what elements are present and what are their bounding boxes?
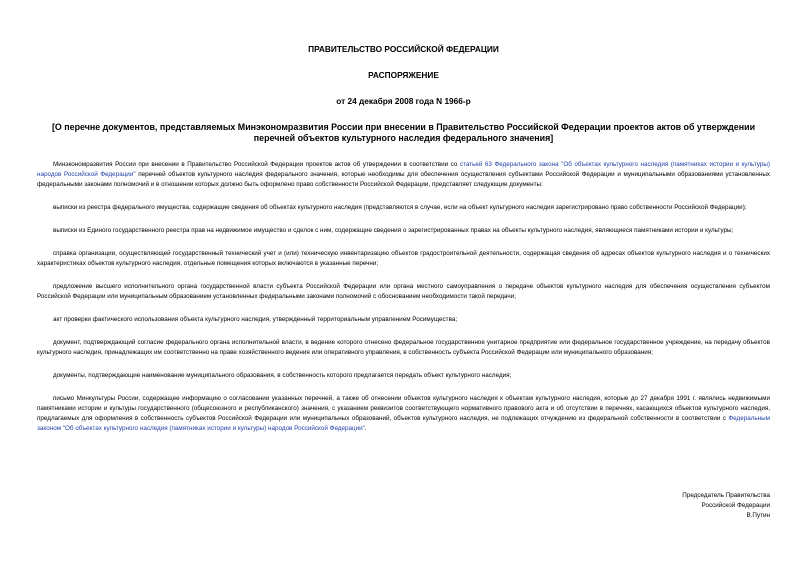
- document-title: [О перечне документов, представляемых Минэкономразвития России при внесении в Правительство Российской Федерации проектов актов об утверждении перечней объектов культурного наследия федерального значения]: [51, 122, 756, 143]
- list-item: документ, подтверждающий согласие федерального органа исполнительной власти, в ведение которого отнесено федеральное государственное унитарное предприятие или федеральное государственное учреждение, на передачу объектов культурного наследия, принадлежащих им соответственно на праве хозяйственного ведения или оперативного управления, в собственность субъекта Российской Федерации или муниципального образования;: [37, 339, 770, 356]
- date-number-heading: от 24 декабря 2008 года N 1966-р: [336, 96, 471, 106]
- signature-country: Российской Федерации: [701, 502, 770, 509]
- federal-law-link[interactable]: Федеральным законом "Об объектах культурного наследия (памятниках истории и культуры) народов Российской Федерации": [37, 415, 770, 432]
- document-body: [37, 160, 770, 434]
- signature-block: [682, 491, 770, 521]
- last-list-item: [37, 394, 770, 434]
- list-item: выписки из реестра федерального имущества, содержащие сведения об объектах культурного наследия (представляются в случае, если на объект культурного наследия зарегистрировано право собственности Российской Федерации);: [53, 204, 747, 211]
- list-item: справка организации, осуществляющей государственный технический учет и (или) техническую инвентаризацию объектов градостроительной деятельности, содержащая сведения об адресах объектов культурного наследия и о технических характеристиках объектов культурного наследия, отдельные помещения которых включаются в указанные перечни;: [37, 250, 770, 267]
- last-item-text-end: .: [364, 425, 367, 432]
- list-item: акт проверки фактического использования объекта культурного наследия, утвержденный территориальным управлением Росимущества;: [53, 316, 458, 323]
- list-item: предложение высшего исполнительного органа государственной власти субъекта Российской Федерации или органа местного самоуправления о передаче объектов культурного наследия для обеспечения осуществления субъектом Российской Федерации или муниципальным образованием установленных федеральными законами полномочий с обоснованием необходимости такой передачи;: [37, 283, 770, 300]
- intro-paragraph: [37, 160, 770, 190]
- list-item: выписки из Единого государственного реестра прав на недвижимое имущество и сделок с ним, содержащие сведения о зарегистрированных правах на объекты культурного наследия, являющиеся памятниками истории и культуры;: [53, 227, 734, 234]
- document-type-heading: РАСПОРЯЖЕНИЕ: [368, 70, 439, 80]
- intro-text-end: перечней объектов культурного наследия федерального значения, которые необходимы для обеспечения осуществления субъектами Российской Федерации и муниципальными образованиями установленных федеральными законами полномочий и в отношении которых должно быть оформлено право собственности Российской Федерации, представляет следующие документы:: [37, 171, 770, 188]
- government-heading: ПРАВИТЕЛЬСТВО РОССИЙСКОЙ ФЕДЕРАЦИИ: [308, 44, 499, 54]
- intro-text-start: Минэкономразвития России при внесении в Правительство Российской Федерации проектов актов об утверждении в соответствии со: [53, 161, 460, 168]
- article-63-law-link[interactable]: статьей 63 Федерального закона "Об объектах культурного наследия (памятниках истории и культуры) народов Российской Федерации": [37, 161, 770, 178]
- signature-name: В.Путин: [746, 512, 770, 519]
- list-item: документы, подтверждающие наименование муниципального образования, в собственность которого предлагается передать объект культурного наследия;: [53, 372, 512, 379]
- last-item-text-start: письмо Минкультуры России, содержащее информацию о согласовании указанных перечней, а также об отнесении объектов культурного наследия к объектам культурного наследия, которые до 27 декабря 1991 г. являлись недвижимыми памятниками истории и культуры государственного (общесоюзного и республиканского) значения, с указанием реквизитов соответствующего нормативного правового акта и об отсутствии в перечнях, касающихся объектов культурного наследия, предлагаемых для оформления в собственность субъектов Российской Федерации или муниципальных образований, объектов культурного наследия, не подлежащих отчуждению из федеральной собственности в соответствии с: [37, 395, 770, 422]
- signature-position: Председатель Правительства: [682, 492, 770, 499]
